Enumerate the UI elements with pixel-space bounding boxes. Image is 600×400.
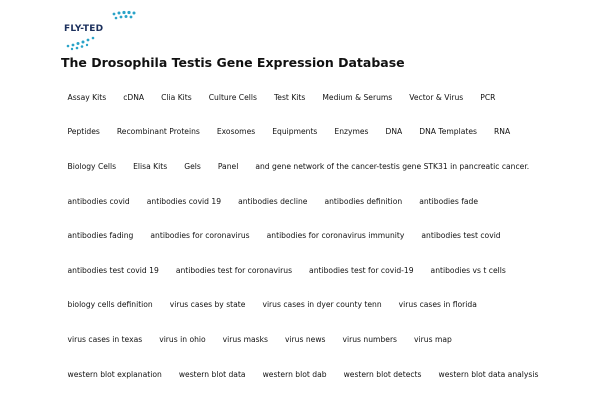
tag-link[interactable]: virus cases in dyer county tenn — [262, 300, 382, 310]
tag-link[interactable]: western blot data analysis — [438, 369, 539, 379]
tag-link[interactable]: Assay Kits — [67, 92, 107, 102]
tag-link[interactable]: Panel — [217, 161, 239, 171]
tag-link[interactable]: virus news — [284, 334, 326, 344]
tag-link[interactable]: virus masks — [222, 334, 268, 344]
tag-link[interactable]: biology cells definition — [67, 300, 153, 310]
tag-link[interactable]: virus cases by state — [169, 300, 246, 310]
tag-link[interactable]: Elisa Kits — [133, 161, 168, 171]
tag-link[interactable]: virus cases in texas — [67, 334, 143, 344]
tag-link[interactable]: DNA Templates — [419, 127, 477, 137]
tag-link[interactable]: Exosomes — [216, 127, 256, 137]
tag-link[interactable]: Recombinant Proteins — [116, 127, 200, 137]
tag-row — [59, 184, 579, 219]
tag-row — [59, 288, 579, 323]
tag-link[interactable]: antibodies definition — [324, 196, 403, 206]
tag-link[interactable]: virus map — [414, 334, 452, 344]
site-logo[interactable] — [64, 8, 144, 52]
tag-link[interactable]: antibodies for coronavirus — [150, 231, 250, 241]
tag-link[interactable]: virus in ohio — [159, 334, 206, 344]
tag-link[interactable]: antibodies test for coronavirus — [175, 265, 293, 275]
tag-row — [59, 149, 579, 184]
tag-link[interactable]: DNA — [385, 127, 403, 137]
page-title: The Drosophila Testis Gene Expression Database — [61, 55, 405, 70]
tag-link[interactable]: PCR — [480, 92, 496, 102]
tag-link[interactable]: antibodies test covid 19 — [67, 265, 159, 275]
tag-row — [59, 115, 579, 150]
tag-row — [59, 80, 579, 115]
tag-link[interactable]: Equipments — [272, 127, 318, 137]
tag-link[interactable]: western blot data — [178, 369, 246, 379]
tag-link[interactable]: antibodies fade — [419, 196, 479, 206]
tag-link[interactable]: antibodies test for covid-19 — [309, 265, 414, 275]
tag-link[interactable]: antibodies test covid — [421, 231, 501, 241]
tag-link[interactable]: antibodies covid 19 — [146, 196, 222, 206]
tag-link[interactable]: virus cases in florida — [398, 300, 477, 310]
tag-row — [59, 218, 579, 253]
tag-cloud — [59, 80, 579, 391]
tag-link[interactable]: antibodies fading — [67, 231, 134, 241]
tag-link[interactable]: antibodies for coronavirus immunity — [266, 231, 405, 241]
tag-link[interactable]: Vector & Virus — [409, 92, 464, 102]
tag-link[interactable]: Clia Kits — [161, 92, 192, 102]
tag-link[interactable]: antibodies covid — [67, 196, 130, 206]
tag-row — [59, 322, 579, 357]
tag-link[interactable]: RNA — [494, 127, 511, 137]
logo-text: FLY-TED — [64, 24, 104, 34]
tag-link[interactable]: Biology Cells — [67, 161, 117, 171]
tag-row — [59, 357, 579, 392]
tag-link[interactable]: and gene network of the cancer-testis gene STK31 in pancreatic cancer. — [255, 161, 530, 171]
tag-link[interactable]: antibodies decline — [238, 196, 308, 206]
tag-link[interactable]: western blot explanation — [67, 369, 162, 379]
tag-link[interactable]: Culture Cells — [208, 92, 257, 102]
tag-link[interactable]: Medium & Serums — [322, 92, 393, 102]
tag-link[interactable]: virus numbers — [342, 334, 398, 344]
tag-link[interactable]: Peptides — [67, 127, 100, 137]
tag-link[interactable]: Enzymes — [334, 127, 369, 137]
tag-row — [59, 253, 579, 288]
tag-link[interactable]: cDNA — [123, 92, 145, 102]
tag-link[interactable]: western blot detects — [343, 369, 422, 379]
tag-link[interactable]: Test Kits — [273, 92, 306, 102]
tag-link[interactable]: western blot dab — [262, 369, 327, 379]
tag-link[interactable]: antibodies vs t cells — [430, 265, 506, 275]
tag-link[interactable]: Gels — [184, 161, 201, 171]
